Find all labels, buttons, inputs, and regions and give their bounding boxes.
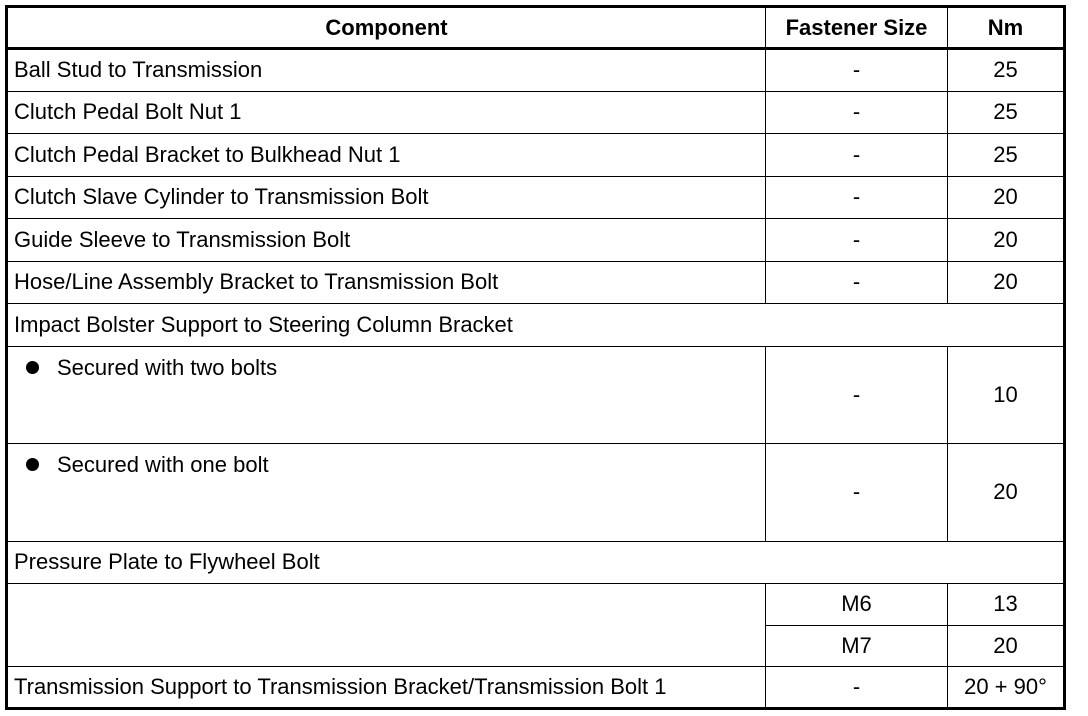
nm-cell: 20 + 90° xyxy=(948,667,1065,709)
nm-cell: 20 xyxy=(948,219,1065,262)
empty-component-cell xyxy=(7,584,766,667)
nm-cell: 20 xyxy=(948,444,1065,542)
nm-cell: 20 xyxy=(948,625,1065,667)
bullet-item-label: Secured with two bolts xyxy=(57,354,278,380)
fastener-size-cell: - xyxy=(766,219,948,262)
table-row xyxy=(7,49,1065,92)
table-row xyxy=(7,91,1065,134)
bullet-item-label: Secured with one bolt xyxy=(57,452,269,477)
nm-cell: 13 xyxy=(948,584,1065,626)
nm-cell: 25 xyxy=(948,134,1065,177)
table-row xyxy=(7,667,1065,709)
fastener-size-cell: - xyxy=(766,176,948,219)
nm-cell: 25 xyxy=(948,91,1065,134)
fastener-size-cell: - xyxy=(766,667,948,709)
fastener-size-cell: - xyxy=(766,134,948,177)
table-row xyxy=(7,444,1065,542)
fastener-size-cell: M6 xyxy=(766,584,948,626)
table-row xyxy=(7,261,1065,304)
section-row-pressure-plate xyxy=(7,541,1065,584)
nm-cell: 25 xyxy=(948,49,1065,92)
table-header-row xyxy=(7,7,1065,49)
fastener-size-cell: - xyxy=(766,261,948,304)
fastener-size-cell: M7 xyxy=(766,625,948,667)
header-nm: Nm xyxy=(948,7,1065,49)
section-row-impact-bolster xyxy=(7,304,1065,347)
component-cell: Clutch Slave Cylinder to Transmission Bolt xyxy=(7,176,766,219)
header-component: Component xyxy=(7,7,766,49)
bullet-icon xyxy=(26,361,39,374)
nm-cell: 10 xyxy=(948,346,1065,444)
table-row xyxy=(7,346,1065,444)
component-cell: Clutch Pedal Bracket to Bulkhead Nut 1 xyxy=(7,134,766,177)
table-row xyxy=(7,176,1065,219)
section-title: Impact Bolster Support to Steering Column Bracket xyxy=(7,304,1065,347)
component-cell: Ball Stud to Transmission xyxy=(7,49,766,92)
table-row xyxy=(7,584,1065,626)
table-row xyxy=(7,134,1065,177)
component-cell: Hose/Line Assembly Bracket to Transmission Bolt xyxy=(7,261,766,304)
component-cell: Clutch Pedal Bolt Nut 1 xyxy=(7,91,766,134)
component-cell: Transmission Support to Transmission Bracket/Transmission Bolt 1 xyxy=(7,667,766,709)
component-cell: Guide Sleeve to Transmission Bolt xyxy=(7,219,766,262)
table-row xyxy=(7,219,1065,262)
nm-cell: 20 xyxy=(948,176,1065,219)
header-fastener-size: Fastener Size xyxy=(766,7,948,49)
fastener-size-cell: - xyxy=(766,91,948,134)
torque-spec-table xyxy=(5,5,1066,710)
bullet-item-cell xyxy=(7,444,766,542)
bullet-icon xyxy=(26,458,39,471)
nm-cell: 20 xyxy=(948,261,1065,304)
section-title: Pressure Plate to Flywheel Bolt xyxy=(7,541,1065,584)
fastener-size-cell: - xyxy=(766,49,948,92)
fastener-size-cell: - xyxy=(766,444,948,542)
fastener-size-cell: - xyxy=(766,346,948,444)
bullet-item-cell xyxy=(7,346,766,444)
